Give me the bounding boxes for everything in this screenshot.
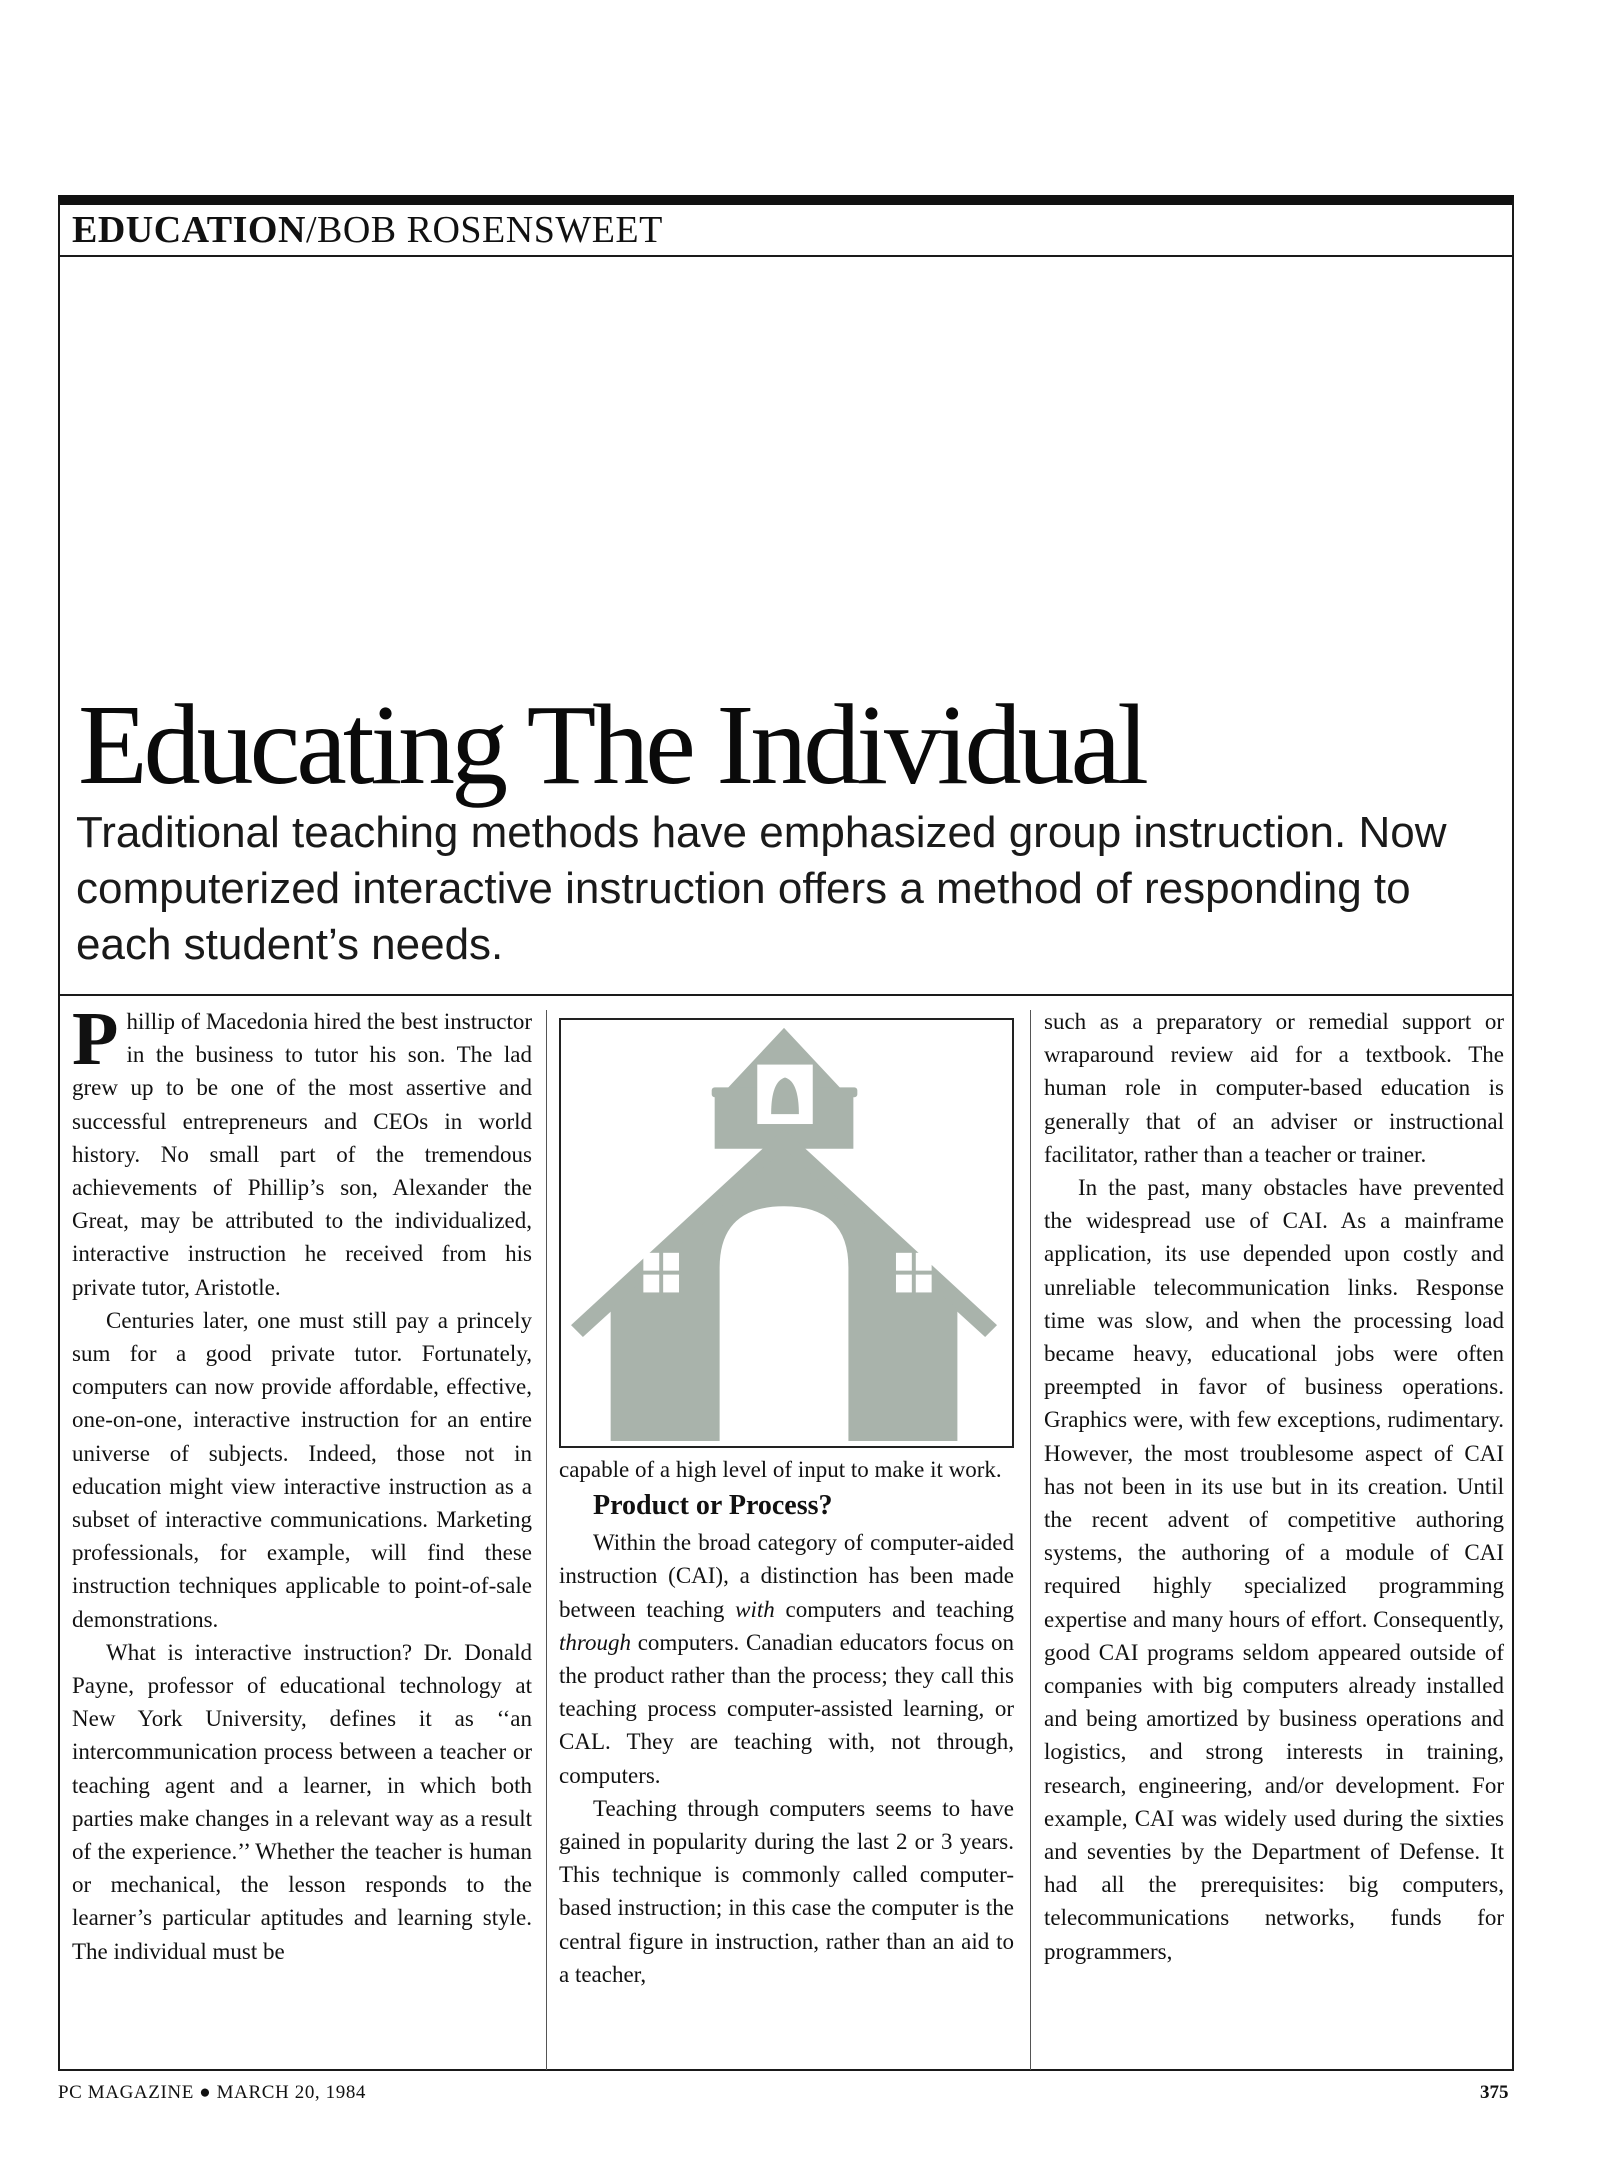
paragraph: Centuries later, one must still pay a princely sum for a good private tutor. Fortunately, computers can now provide affordable, effective, one-on-one, interactive instruction for an entire universe of subjects. Indeed, those not in education might view interactive instruction as a subset of interactive communications. Marketing professionals, for example, will find these instruction techniques applicable to point-of-sale demonstrations.: [72, 1307, 532, 1632]
column-rule-2: [1030, 1010, 1031, 2070]
emphasis: through: [559, 1629, 631, 1655]
column-rule-1: [546, 1010, 547, 2070]
doorway: [720, 1206, 849, 1441]
subhead: Product or Process?: [593, 1490, 833, 1522]
paragraph-text: Within the broad category of computer-aided instruction (CAI), a distinction has been made between teaching: [559, 1530, 1014, 1622]
article-deck: Traditional teaching methods have emphasized group instruction. Now computerized interactive instruction offers a method of responding to each student’s needs.: [76, 808, 1447, 969]
paragraph-text: hillip of Macedonia hired the best instructor in the business to tutor his son. The lad grew up to be one of the most assertive and successful entrepreneurs and CEOs in world history. No small part of the tremendous achievements of Phillip’s son, Alexander the Great, may be attributed to the individualized, interactive instruction he received from his private tutor, Aristotle.: [72, 1009, 532, 1300]
article-frame: [58, 195, 1514, 2071]
paragraph: capable of a high level of input to make it work.: [559, 1457, 1002, 1482]
paragraph: Teaching through computers seems to have gained in popularity during the last 2 or 3 years. This technique is commonly called computer-based instruction; in this case the computer is the central figure in instruction, rather than an aid to a teacher,: [559, 1795, 1014, 1987]
paragraph: What is interactive instruction? Dr. Donald Payne, professor of educational technology at New York University, defines it as ‘‘an intercommunication process between a teacher or teaching agent and a learner, in which both parties make changes in a relevant way as a result of the experience.’’ Whether the teacher is human or mechanical, the lesson responds to the learner’s particular aptitudes and learning style. The individual must be: [72, 1639, 532, 1964]
paragraph: In the past, many obstacles have prevented the widespread use of CAI. As a mainframe application, its use depended upon costly and unreliable telecommunication links. Response time was slow, and when the processing load became heavy, educational jobs were often preempted in favor of business operations. Graphics were, with few exceptions, rudimentary. However, the most troublesome aspect of CAI has not been in its use but in its creation. Until the recent advent of competitive authoring systems, the authoring of a module of CAI required highly specialized programming expertise and many hours of effort. Consequently, good CAI programs seldom appeared outside of companies with big computers already installed and being amortized by business operations and logistics, and strong interests in training, research, engineering, and/or development. For example, CAI was widely used during the sixties and seventies by the Department of Defense. It had all the prerequisites: big computers, telecommunications networks, funds for programmers,: [1044, 1175, 1504, 1964]
author-byline: /BOB ROSENSWEET: [305, 209, 663, 251]
article-title: Educating The Individual: [78, 681, 1145, 808]
emphasis: with: [735, 1596, 775, 1622]
page-number: 375: [1480, 2082, 1509, 2103]
paragraph-text: computers and teaching: [774, 1596, 1015, 1622]
section-header: [60, 205, 1512, 257]
column-3: [1044, 1005, 1504, 1968]
paragraph: such as a preparatory or remedial support or wraparound review aid for a textbook. The human role in computer-based education is generally that of an adviser or instructional facilitator, rather than a teacher or trainer.: [1044, 1009, 1504, 1167]
section-name: EDUCATION: [72, 209, 306, 251]
paragraph: [72, 997, 532, 1304]
column-1: [72, 997, 532, 1968]
title-rule: [60, 994, 1512, 996]
paragraph: [559, 1526, 1014, 1792]
section-byline: [72, 209, 663, 251]
drop-cap: P: [72, 997, 119, 1081]
column-2-text: [559, 1453, 1014, 1991]
publication-footer: PC MAGAZINE ● MARCH 20, 1984: [58, 2082, 367, 2103]
schoolhouse-illustration: [559, 1018, 1014, 1448]
schoolhouse-icon: [561, 1020, 1012, 1446]
paragraph-text: computers. Canadian educators focus on the product rather than the process; they call this teaching process computer-assisted learning, or CAL. They are teaching with, not through, computers.: [559, 1629, 1014, 1788]
